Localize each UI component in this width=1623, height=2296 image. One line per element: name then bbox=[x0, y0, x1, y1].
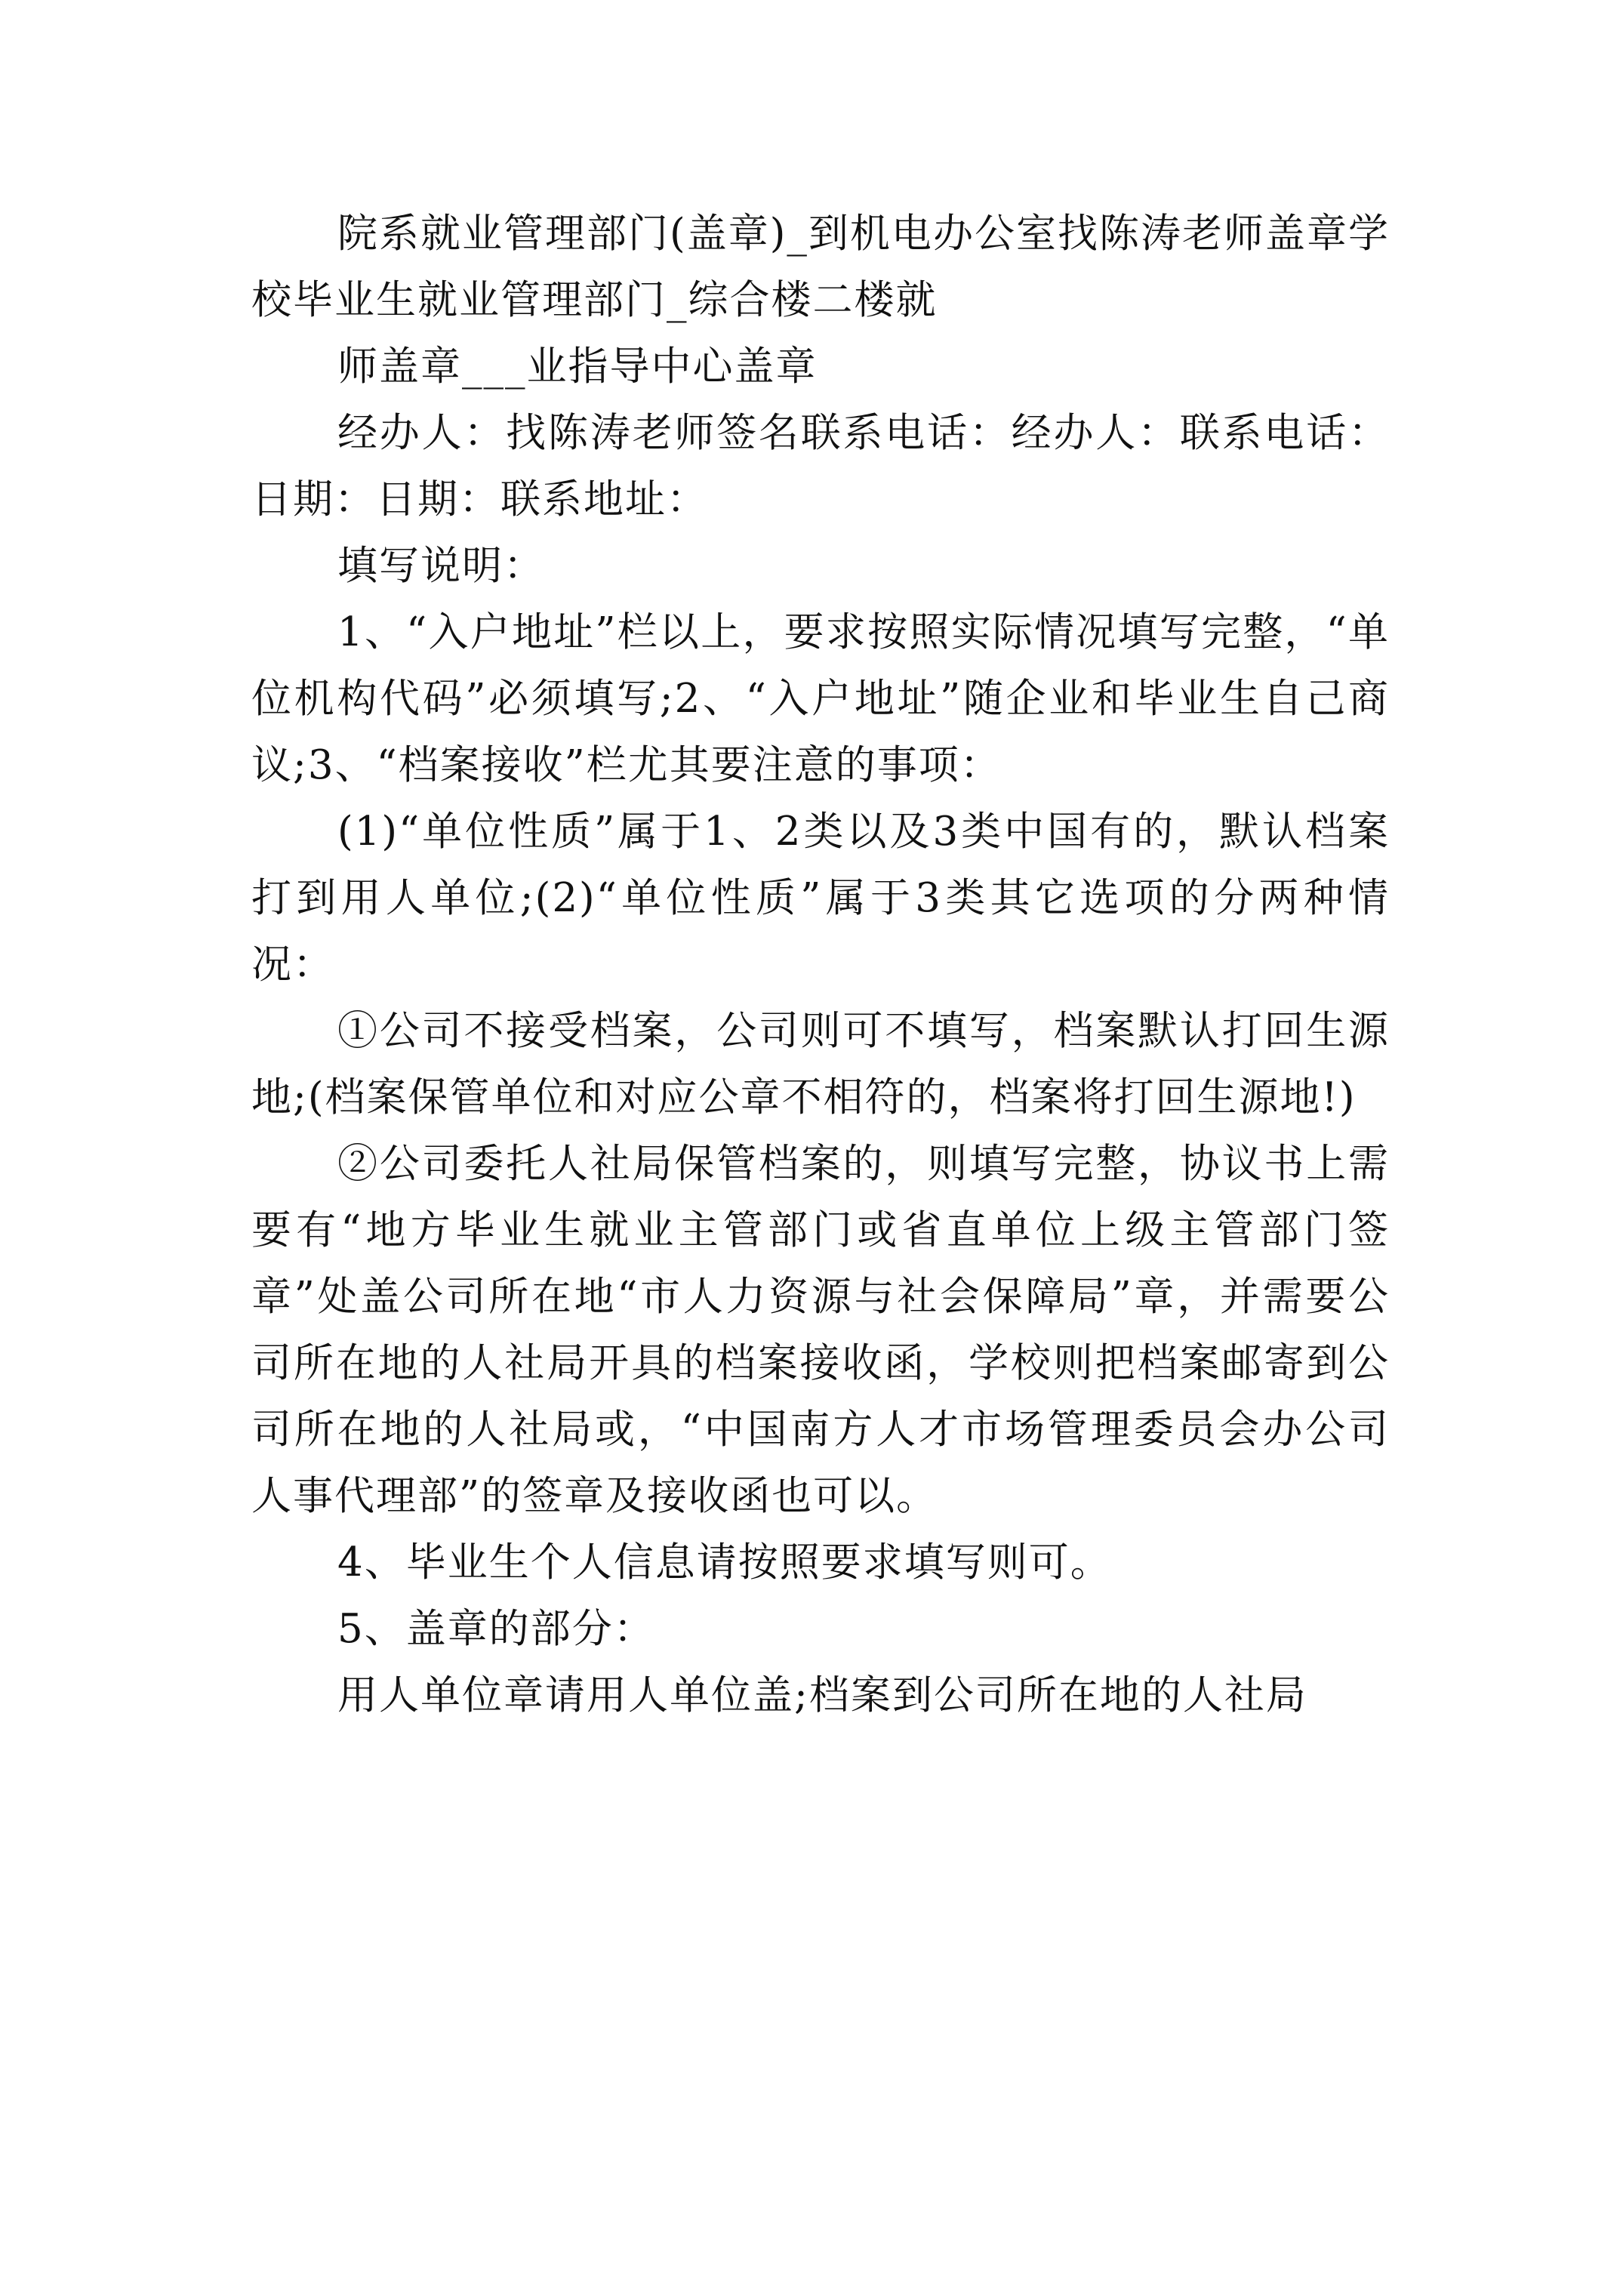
paragraph-contact-fields: 经办人：找陈涛老师签名联系电话：经办人：联系电话：日期：日期：联系地址： bbox=[251, 410, 1390, 522]
paragraph-stamp-center: 师盖章___业指导中心盖章 bbox=[337, 344, 818, 390]
paragraph-instructions-heading: 填写说明： bbox=[337, 543, 545, 589]
paragraph-employer-stamp: 用人单位章请用人单位盖;档案到公司所在地的人社局 bbox=[337, 1672, 1307, 1718]
paragraph-stamp-instructions: 院系就业管理部门(盖章)_到机电办公室找陈涛老师盖章学校毕业生就业管理部门_综合楼二楼就 bbox=[251, 211, 1390, 323]
paragraph-unit-nature: (1)“单位性质”属于1、2类以及3类中国有的，默认档案打到用人单位;(2)“单位性质”属于3类其它选项的分两种情况： bbox=[251, 809, 1390, 988]
paragraph-item-4: 4、毕业生个人信息请按照要求填写则可。 bbox=[337, 1539, 1112, 1586]
paragraph-item-5: 5、盖章的部分： bbox=[337, 1606, 655, 1652]
document-body bbox=[251, 201, 1390, 1729]
paragraph-case-2: ②公司委托人社局保管档案的，则填写完整，协议书上需要有“地方毕业生就业主管部门或省直单位上级主管部门签章”处盖公司所在地“市人力资源与社会保障局”章，并需要公司所在地的人社局开具的档案接收函，学校则把档案邮寄到公司所在地的人社局或，“中国南方人才市场管理委员会办公司人事代理部”的签章及接收函也可以。 bbox=[251, 1141, 1390, 1519]
paragraph-item-1-3: 1、“入户地址”栏以上，要求按照实际情况填写完整，“单位机构代码”必须填写;2、“入户地址”随企业和毕业生自己商议;3、“档案接收”栏尤其要注意的事项： bbox=[251, 609, 1390, 788]
paragraph-case-1: ①公司不接受档案，公司则可不填写，档案默认打回生源地;(档案保管单位和对应公章不相符的，档案将打回生源地!) bbox=[251, 1008, 1390, 1120]
